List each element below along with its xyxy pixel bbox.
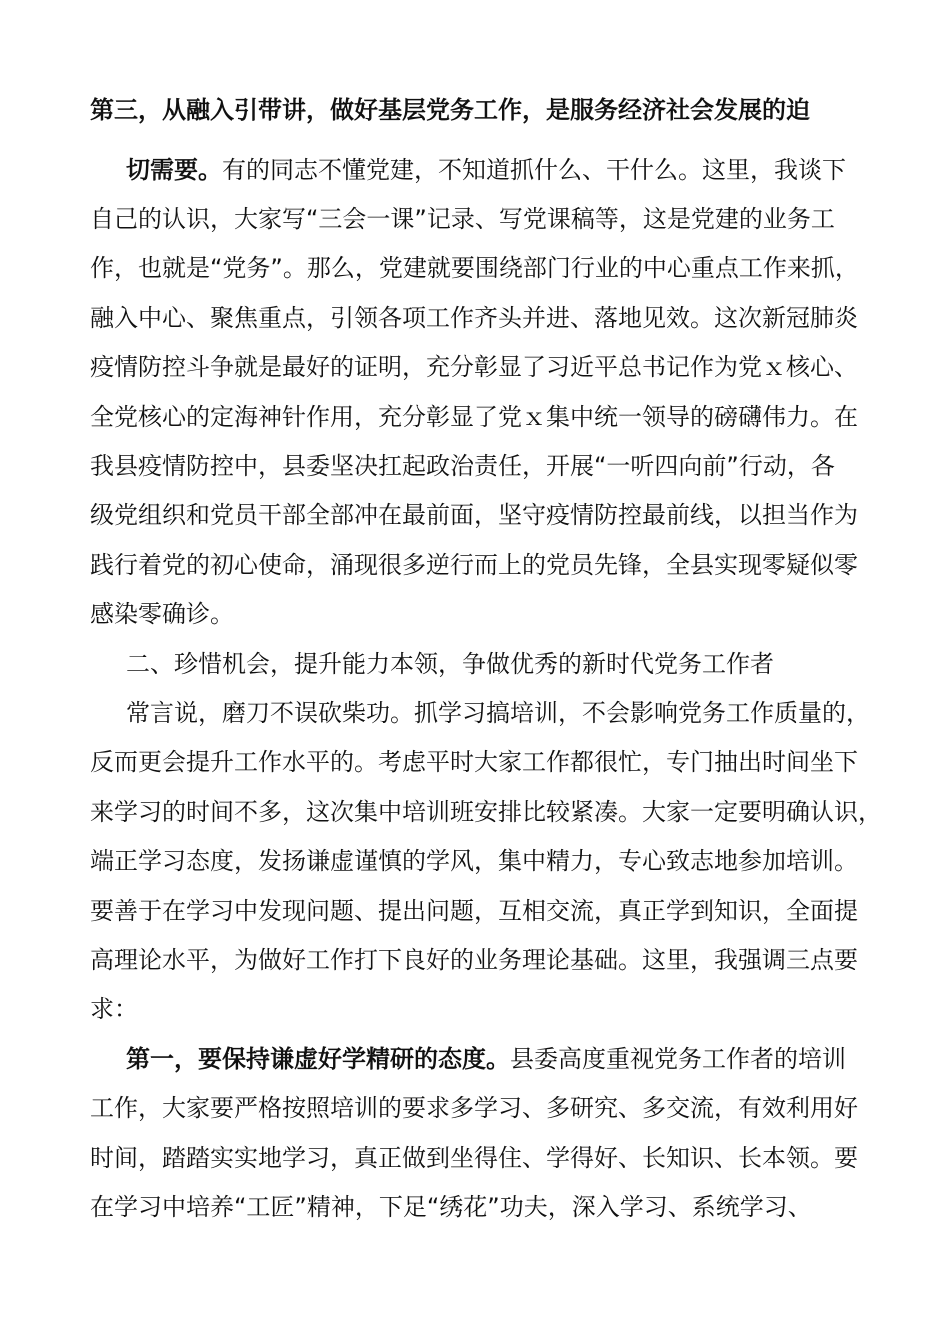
paragraph-line bbox=[90, 945, 880, 975]
paragraph-line bbox=[90, 599, 880, 629]
paragraph-line bbox=[90, 204, 880, 234]
paragraph-line bbox=[90, 1143, 880, 1173]
body-text: 要善于在学习中发现问题、提出问题，互相交流，真正学到知识，全面提 bbox=[90, 897, 858, 925]
body-text: 自己的认识，大家写“三会一课”记录、写党课稿等，这是党建的业务工 bbox=[90, 205, 835, 233]
paragraph-line bbox=[90, 500, 880, 530]
body-text: 常言说，磨刀不误砍柴功。抓学习搞培训，不会影响党务工作质量的， bbox=[126, 699, 870, 727]
heading-line bbox=[90, 95, 880, 125]
body-text: 县委高度重视党务工作者的培训 bbox=[510, 1045, 846, 1073]
paragraph-line bbox=[90, 1093, 880, 1123]
paragraph-line bbox=[90, 1192, 880, 1222]
body-text: 求： bbox=[90, 995, 138, 1023]
paragraph-line bbox=[90, 846, 880, 876]
body-text: 疫情防控斗争就是最好的证明，充分彰显了习近平总书记作为党ｘ核心、 bbox=[90, 353, 858, 381]
body-text: 来学习的时间不多，这次集中培训班安排比较紧凑。大家一定要明确认识， bbox=[90, 798, 882, 826]
body-text: 感染零确诊。 bbox=[90, 600, 234, 628]
paragraph-line bbox=[90, 747, 880, 777]
paragraph-line bbox=[90, 550, 880, 580]
paragraph-line bbox=[126, 155, 880, 185]
paragraph-line bbox=[90, 994, 880, 1024]
paragraph-line bbox=[90, 253, 880, 283]
body-text: 工作，大家要严格按照培训的要求多学习、多研究、多交流，有效利用好 bbox=[90, 1094, 858, 1122]
body-text: 全党核心的定海神针作用，充分彰显了党ｘ集中统一领导的磅礴伟力。在 bbox=[90, 403, 858, 431]
body-text: 二、珍惜机会，提升能力本领，争做优秀的新时代党务工作者 bbox=[126, 650, 774, 678]
paragraph-line bbox=[126, 1044, 880, 1074]
bold-text: 第三，从融入引带讲，做好基层党务工作，是服务经济社会发展的迫 bbox=[90, 96, 810, 124]
bold-text: 切需要。 bbox=[126, 156, 222, 184]
body-text: 有的同志不懂党建，不知道抓什么、干什么。这里，我谈下 bbox=[222, 156, 846, 184]
body-text: 级党组织和党员干部全部冲在最前面，坚守疫情防控最前线，以担当作为 bbox=[90, 501, 858, 529]
body-text: 高理论水平，为做好工作打下良好的业务理论基础。这里，我强调三点要 bbox=[90, 946, 858, 974]
section-heading bbox=[126, 649, 880, 679]
paragraph-line bbox=[90, 303, 880, 333]
paragraph-line bbox=[90, 451, 880, 481]
paragraph-line bbox=[90, 797, 880, 827]
paragraph-line bbox=[126, 698, 880, 728]
paragraph-line bbox=[90, 896, 880, 926]
body-text: 我县疫情防控中，县委坚决扛起政治责任，开展“一听四向前”行动，各 bbox=[90, 452, 835, 480]
body-text: 端正学习态度，发扬谦虚谨慎的学风，集中精力，专心致志地参加培训。 bbox=[90, 847, 858, 875]
body-text: 践行着党的初心使命，涌现很多逆行而上的党员先锋，全县实现零疑似零 bbox=[90, 551, 858, 579]
bold-text: 第一，要保持谦虚好学精研的态度。 bbox=[126, 1045, 510, 1073]
body-text: 时间，踏踏实实地学习，真正做到坐得住、学得好、长知识、长本领。要 bbox=[90, 1144, 858, 1172]
paragraph-line bbox=[90, 352, 880, 382]
body-text: 反而更会提升工作水平的。考虑平时大家工作都很忙，专门抽出时间坐下 bbox=[90, 748, 858, 776]
body-text: 在学习中培养“工匠”精神，下足“绣花”功夫，深入学习、系统学习、 bbox=[90, 1193, 812, 1221]
body-text: 作，也就是“党务”。那么，党建就要围绕部门行业的中心重点工作来抓， bbox=[90, 254, 859, 282]
paragraph-line bbox=[90, 402, 880, 432]
body-text: 融入中心、聚焦重点，引领各项工作齐头并进、落地见效。这次新冠肺炎 bbox=[90, 304, 858, 332]
